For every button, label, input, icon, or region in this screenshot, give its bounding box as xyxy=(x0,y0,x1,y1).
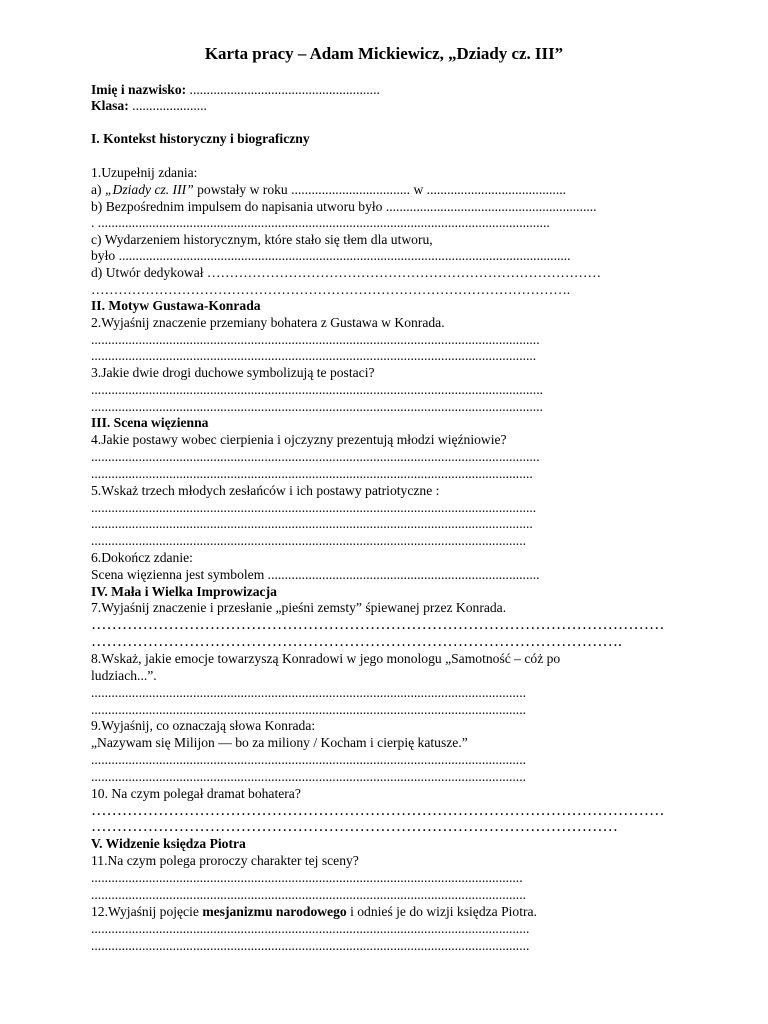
answer-line: ………………………………………………………………………………………………… xyxy=(91,616,665,633)
answer-line: ................................................................................................................................ xyxy=(91,752,526,767)
question-12 xyxy=(91,904,537,920)
q12-prefix: 12.Wyjaśnij pojęcie xyxy=(91,904,203,919)
answer-line: ................................................................................................................................ xyxy=(91,685,526,700)
answer-line: .................................................................................................................................. xyxy=(91,466,533,481)
class-dots: ...................... xyxy=(128,98,207,113)
answer-line: ................................................................................................................................ xyxy=(91,533,526,548)
answer-line: ................................................................................................................................... xyxy=(91,348,537,363)
question-9: 9.Wyjaśnij, co oznaczają słowa Konrada: xyxy=(91,718,316,733)
class-label: Klasa: xyxy=(91,98,129,113)
answer-line: ............................................................................................................................... xyxy=(91,870,523,885)
question-6: 6.Dokończ zdanie: xyxy=(91,550,193,565)
answer-line: .................................................................................................................................... xyxy=(91,332,540,347)
question-6-sentence: Scena więzienna jest symbolem ................................................................................ xyxy=(91,567,540,582)
answer-line: . ..................................................................................................................................... xyxy=(91,215,550,230)
question-8: 8.Wskaż, jakie emocje towarzyszą Konradowi w jego monologu „Samotność – cóż po xyxy=(91,651,561,666)
question-9-quote: „Nazywam się Milijon — bo za miliony / Kocham i cierpię katusze.” xyxy=(91,735,468,750)
question-10: 10. Na czym polegał dramat bohatera? xyxy=(91,786,301,801)
question-2: 2.Wyjaśnij znaczenie przemiany bohatera z Gustawa w Konrada. xyxy=(91,315,445,330)
page-title: Karta pracy – Adam Mickiewicz, „Dziady cz. III” xyxy=(204,44,564,63)
question-11: 11.Na czym polega proroczy charakter tej sceny? xyxy=(91,853,359,868)
section-heading-3: III. Scena więzienna xyxy=(91,415,209,430)
answer-line: ..................................................................................................................................... xyxy=(91,382,543,397)
section-heading-5: V. Widzenie księdza Piotra xyxy=(91,836,246,851)
section-heading-2: II. Motyw Gustawa-Konrada xyxy=(91,298,261,313)
question-1d: d) Utwór dedykował …………………………………………………………………………… xyxy=(91,265,602,280)
answer-line: ................................................................................................................................. xyxy=(91,938,530,953)
q1a-work-title: „Dziady cz. III” xyxy=(104,182,194,197)
question-1: 1.Uzupełnij zdania: xyxy=(91,165,198,180)
question-8-cont: ludziach...”. xyxy=(91,668,157,683)
question-3: 3.Jakie dwie drogi duchowe symbolizują te postaci? xyxy=(91,365,375,380)
class-field-line xyxy=(91,98,207,114)
answer-line: ................................................................................................................................... xyxy=(91,500,537,515)
answer-line: …………………………………………………………………………………………. xyxy=(91,633,622,650)
question-5: 5.Wskaż trzech młodych zesłańców i ich postawy patriotyczne : xyxy=(91,483,440,498)
answer-line: ………………………………………………………………………………………………… xyxy=(91,802,665,819)
question-4: 4.Jakie postawy wobec cierpienia i ojczyzny prezentują młodzi więźniowie? xyxy=(91,432,507,447)
q1a-rest: powstały w roku ................................... w ......................................... xyxy=(193,182,567,197)
section-heading-1: I. Kontekst historyczny i biograficzny xyxy=(91,131,310,146)
question-1b: b) Bezpośrednim impulsem do napisania utworu było .............................................................. xyxy=(91,199,597,214)
answer-line: ................................................................................................................................ xyxy=(91,887,526,902)
name-label: Imię i nazwisko: xyxy=(91,82,187,97)
name-dots: ........................................................ xyxy=(186,82,380,97)
answer-line: ................................................................................................................................ xyxy=(91,769,526,784)
answer-line: było ..................................................................................................................................... xyxy=(91,248,571,263)
answer-line: ................................................................................................................................ xyxy=(91,702,526,717)
question-1c: c) Wydarzeniem historycznym, które stało się tłem dla utworu, xyxy=(91,232,433,247)
name-field-line xyxy=(91,82,380,98)
q12-term: mesjanizmu narodowego xyxy=(202,904,347,919)
q12-rest: i odnieś je do wizji księdza Piotra. xyxy=(346,904,537,919)
question-1a xyxy=(91,182,566,198)
section-heading-4: IV. Mała i Wielka Improwizacja xyxy=(91,584,277,599)
answer-line: ……………………………………………………………………………………………. xyxy=(91,282,571,297)
answer-line: .................................................................................................................................. xyxy=(91,516,533,531)
answer-line: ………………………………………………………………………………………… xyxy=(91,818,618,835)
answer-line: ..................................................................................................................................... xyxy=(91,399,543,414)
answer-line: ................................................................................................................................. xyxy=(91,921,530,936)
answer-line: .................................................................................................................................... xyxy=(91,449,540,464)
question-7: 7.Wyjaśnij znaczenie i przesłanie „pieśni zemsty” śpiewanej przez Konrada. xyxy=(91,600,507,615)
q1a-prefix: a) xyxy=(91,182,105,197)
